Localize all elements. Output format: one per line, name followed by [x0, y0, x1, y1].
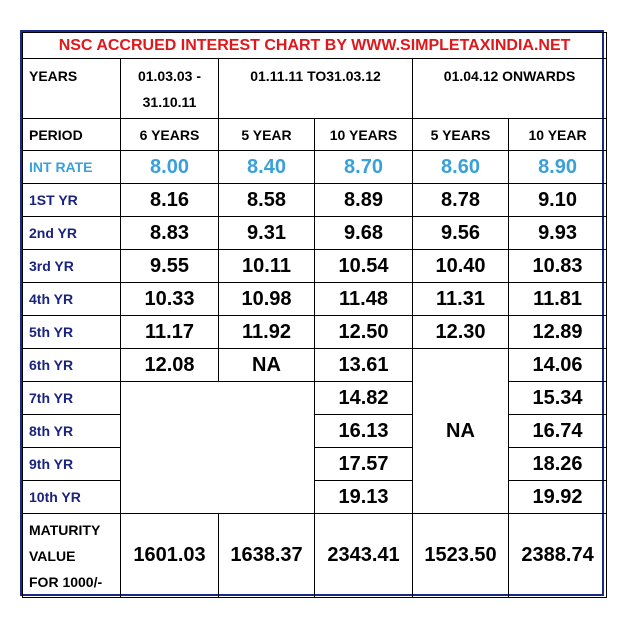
int-rate-value: 8.40 [219, 151, 315, 184]
value-cell: 11.48 [315, 283, 413, 316]
value-cell: 8.58 [219, 184, 315, 217]
value-cell: 11.81 [509, 283, 607, 316]
years-col1-line1: 01.03.03 - [137, 68, 202, 84]
int-rate-label: INT RATE [23, 151, 121, 184]
years-col1-line2: 31.10.11 [142, 94, 197, 110]
value-cell: 18.26 [509, 448, 607, 481]
value-cell: 12.08 [121, 349, 219, 382]
na-cell-merged: NA [413, 349, 509, 514]
year-row [23, 415, 607, 448]
years-label: YEARS [23, 59, 121, 119]
value-cell: 8.89 [315, 184, 413, 217]
value-cell: 17.57 [315, 448, 413, 481]
value-cell: 13.61 [315, 349, 413, 382]
value-cell: 10.33 [121, 283, 219, 316]
year-row [23, 283, 607, 316]
years-row [23, 59, 607, 119]
year-row [23, 250, 607, 283]
maturity-label-line3: FOR 1000/- [29, 573, 103, 590]
year-label: 3rd YR [23, 250, 121, 283]
value-cell: 14.06 [509, 349, 607, 382]
period-cell: 10 YEARS [315, 119, 413, 151]
maturity-value: 1601.03 [121, 514, 219, 598]
value-cell: 10.83 [509, 250, 607, 283]
value-cell: 8.78 [413, 184, 509, 217]
year-label: 8th YR [23, 415, 121, 448]
maturity-value: 1523.50 [413, 514, 509, 598]
year-row [23, 448, 607, 481]
year-label: 1ST YR [23, 184, 121, 217]
title-row [23, 33, 607, 59]
na-cell: NA [219, 349, 315, 382]
value-cell: 9.10 [509, 184, 607, 217]
period-label: PERIOD [23, 119, 121, 151]
year-row [23, 316, 607, 349]
year-row [23, 184, 607, 217]
period-cell: 10 YEAR [509, 119, 607, 151]
period-cell: 6 YEARS [121, 119, 219, 151]
value-cell: 9.68 [315, 217, 413, 250]
int-rate-value: 8.60 [413, 151, 509, 184]
value-cell: 9.31 [219, 217, 315, 250]
value-cell: 14.82 [315, 382, 413, 415]
chart-title: NSC ACCRUED INTEREST CHART BY WWW.SIMPLETAXINDIA.NET [23, 33, 607, 59]
empty-merged-cell [121, 382, 315, 514]
value-cell: 16.13 [315, 415, 413, 448]
value-cell: 19.92 [509, 481, 607, 514]
int-rate-row [23, 151, 607, 184]
value-cell: 10.54 [315, 250, 413, 283]
value-cell: 11.31 [413, 283, 509, 316]
value-cell: 8.16 [121, 184, 219, 217]
period-row [23, 119, 607, 151]
year-row [23, 349, 607, 382]
year-label: 6th YR [23, 349, 121, 382]
years-col1 [121, 59, 219, 119]
value-cell: 12.89 [509, 316, 607, 349]
period-cell: 5 YEAR [219, 119, 315, 151]
value-cell: 12.30 [413, 316, 509, 349]
value-cell: 12.50 [315, 316, 413, 349]
period-cell: 5 YEARS [413, 119, 509, 151]
year-label: 7th YR [23, 382, 121, 415]
year-label: 5th YR [23, 316, 121, 349]
years-col23: 01.11.11 TO31.03.12 [219, 59, 413, 119]
interest-table [22, 32, 607, 598]
value-cell: 19.13 [315, 481, 413, 514]
maturity-value: 2343.41 [315, 514, 413, 598]
year-label: 4th YR [23, 283, 121, 316]
maturity-label-line2: VALUE [29, 547, 76, 564]
year-label: 2nd YR [23, 217, 121, 250]
value-cell: 10.98 [219, 283, 315, 316]
value-cell: 9.56 [413, 217, 509, 250]
maturity-label [23, 514, 121, 598]
value-cell: 10.11 [219, 250, 315, 283]
value-cell: 11.92 [219, 316, 315, 349]
int-rate-value: 8.90 [509, 151, 607, 184]
year-row [23, 382, 607, 415]
maturity-value: 1638.37 [219, 514, 315, 598]
nsc-interest-chart [20, 30, 604, 596]
year-row [23, 481, 607, 514]
year-label: 9th YR [23, 448, 121, 481]
value-cell: 9.55 [121, 250, 219, 283]
year-row [23, 217, 607, 250]
value-cell: 15.34 [509, 382, 607, 415]
value-cell: 8.83 [121, 217, 219, 250]
year-label: 10th YR [23, 481, 121, 514]
int-rate-value: 8.00 [121, 151, 219, 184]
maturity-value: 2388.74 [509, 514, 607, 598]
value-cell: 16.74 [509, 415, 607, 448]
int-rate-value: 8.70 [315, 151, 413, 184]
value-cell: 10.40 [413, 250, 509, 283]
value-cell: 11.17 [121, 316, 219, 349]
value-cell: 9.93 [509, 217, 607, 250]
maturity-label-line1: MATURITY [29, 521, 101, 538]
years-col45: 01.04.12 ONWARDS [413, 59, 607, 119]
maturity-row [23, 514, 607, 598]
